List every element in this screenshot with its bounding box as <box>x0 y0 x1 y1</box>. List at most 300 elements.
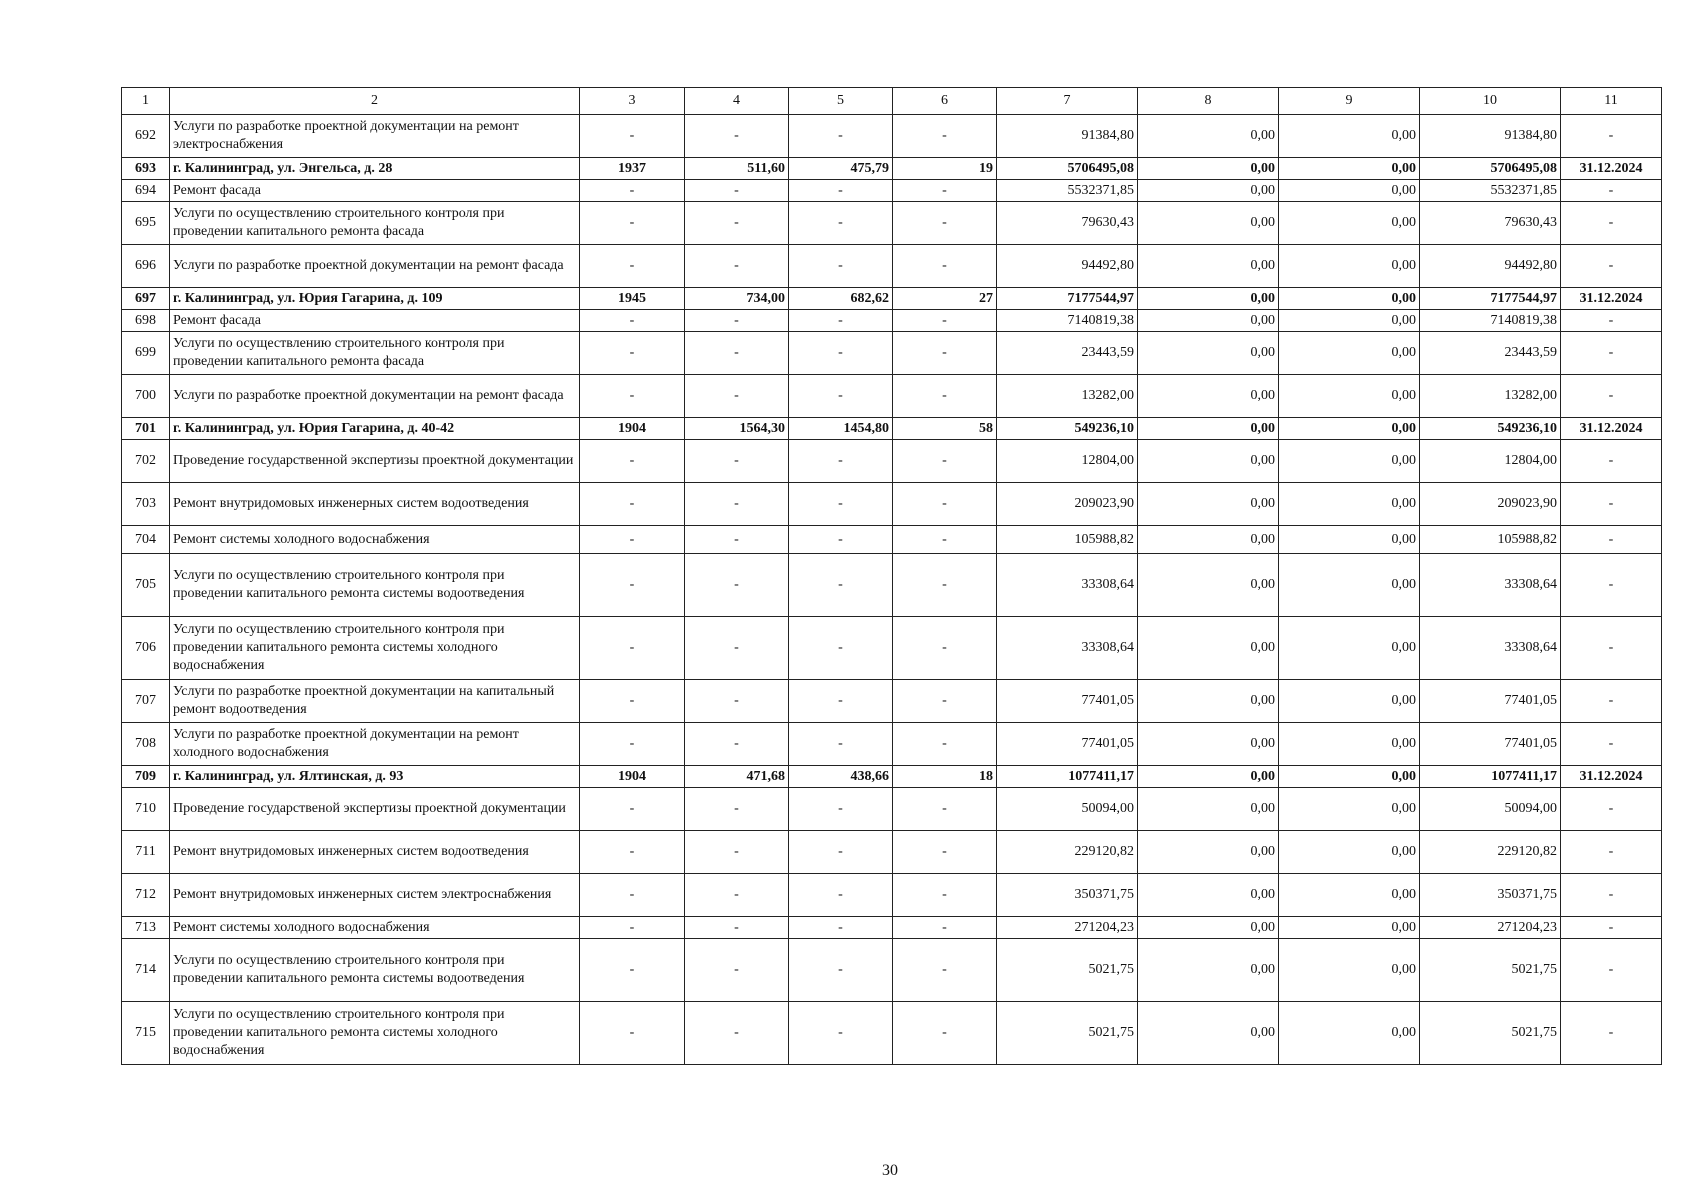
description-cell: г. Калининград, ул. Ялтинская, д. 93 <box>170 766 580 788</box>
value-cell-c3: - <box>580 680 685 723</box>
row-number-cell: 699 <box>122 332 170 375</box>
value-cell-c7: 350371,75 <box>997 874 1138 917</box>
value-cell-c3: - <box>580 180 685 202</box>
value-cell-c11: - <box>1561 332 1662 375</box>
value-cell-c7: 13282,00 <box>997 375 1138 418</box>
value-cell-c10: 33308,64 <box>1420 554 1561 617</box>
value-cell-c4: - <box>685 1002 789 1065</box>
value-cell-c9: 0,00 <box>1279 310 1420 332</box>
description-cell: Услуги по осуществлению строительного контроля при проведении капитального ремонта системы холодного водоснабжения <box>170 617 580 680</box>
table-row <box>122 723 1662 766</box>
table-row <box>122 245 1662 288</box>
value-cell-c8: 0,00 <box>1138 483 1279 526</box>
table-row <box>122 310 1662 332</box>
value-cell-c6: - <box>893 526 997 554</box>
value-cell-c11: - <box>1561 440 1662 483</box>
value-cell-c8: 0,00 <box>1138 202 1279 245</box>
value-cell-c3: - <box>580 202 685 245</box>
value-cell-c3: - <box>580 554 685 617</box>
value-cell-c11: - <box>1561 554 1662 617</box>
value-cell-c6: 19 <box>893 158 997 180</box>
table-row <box>122 288 1662 310</box>
value-cell-c7: 33308,64 <box>997 617 1138 680</box>
table-row <box>122 788 1662 831</box>
value-cell-c9: 0,00 <box>1279 917 1420 939</box>
value-cell-c6: - <box>893 723 997 766</box>
value-cell-c4: - <box>685 554 789 617</box>
value-cell-c3: - <box>580 440 685 483</box>
row-number-cell: 704 <box>122 526 170 554</box>
value-cell-c7: 77401,05 <box>997 723 1138 766</box>
value-cell-c5: - <box>789 617 893 680</box>
value-cell-c11: - <box>1561 788 1662 831</box>
row-number-cell: 692 <box>122 115 170 158</box>
value-cell-c3: - <box>580 1002 685 1065</box>
value-cell-c9: 0,00 <box>1279 332 1420 375</box>
value-cell-c3: - <box>580 332 685 375</box>
table-row <box>122 917 1662 939</box>
value-cell-c7: 7177544,97 <box>997 288 1138 310</box>
value-cell-c11: - <box>1561 483 1662 526</box>
value-cell-c7: 33308,64 <box>997 554 1138 617</box>
row-number-cell: 702 <box>122 440 170 483</box>
value-cell-c9: 0,00 <box>1279 680 1420 723</box>
value-cell-c9: 0,00 <box>1279 554 1420 617</box>
value-cell-c3: - <box>580 245 685 288</box>
value-cell-c6: - <box>893 1002 997 1065</box>
value-cell-c7: 79630,43 <box>997 202 1138 245</box>
value-cell-c3: - <box>580 375 685 418</box>
value-cell-c8: 0,00 <box>1138 766 1279 788</box>
value-cell-c5: - <box>789 917 893 939</box>
table-row <box>122 202 1662 245</box>
row-number-cell: 694 <box>122 180 170 202</box>
row-number-cell: 698 <box>122 310 170 332</box>
value-cell-c3: - <box>580 526 685 554</box>
value-cell-c3: - <box>580 788 685 831</box>
value-cell-c5: - <box>789 483 893 526</box>
value-cell-c4: - <box>685 917 789 939</box>
value-cell-c10: 7177544,97 <box>1420 288 1561 310</box>
header-cell: 9 <box>1279 88 1420 115</box>
value-cell-c8: 0,00 <box>1138 288 1279 310</box>
description-cell: Услуги по осуществлению строительного контроля при проведении капитального ремонта фасада <box>170 332 580 375</box>
value-cell-c5: - <box>789 440 893 483</box>
value-cell-c4: 734,00 <box>685 288 789 310</box>
table-row <box>122 375 1662 418</box>
value-cell-c6: - <box>893 680 997 723</box>
value-cell-c8: 0,00 <box>1138 917 1279 939</box>
value-cell-c7: 229120,82 <box>997 831 1138 874</box>
description-cell: Проведение государственой экспертизы проектной документации <box>170 788 580 831</box>
value-cell-c10: 5706495,08 <box>1420 158 1561 180</box>
value-cell-c4: - <box>685 440 789 483</box>
value-cell-c5: - <box>789 202 893 245</box>
value-cell-c5: - <box>789 554 893 617</box>
value-cell-c8: 0,00 <box>1138 526 1279 554</box>
value-cell-c6: - <box>893 440 997 483</box>
table-row <box>122 766 1662 788</box>
value-cell-c7: 209023,90 <box>997 483 1138 526</box>
value-cell-c11: - <box>1561 245 1662 288</box>
value-cell-c9: 0,00 <box>1279 288 1420 310</box>
value-cell-c3: - <box>580 917 685 939</box>
value-cell-c10: 350371,75 <box>1420 874 1561 917</box>
header-cell: 3 <box>580 88 685 115</box>
table-row <box>122 158 1662 180</box>
description-cell: Ремонт внутридомовых инженерных систем водоотведения <box>170 831 580 874</box>
row-number-cell: 714 <box>122 939 170 1002</box>
value-cell-c10: 77401,05 <box>1420 680 1561 723</box>
repair-program-table <box>121 87 1662 1065</box>
value-cell-c10: 33308,64 <box>1420 617 1561 680</box>
value-cell-c10: 7140819,38 <box>1420 310 1561 332</box>
value-cell-c7: 105988,82 <box>997 526 1138 554</box>
value-cell-c4: - <box>685 115 789 158</box>
value-cell-c7: 12804,00 <box>997 440 1138 483</box>
value-cell-c8: 0,00 <box>1138 245 1279 288</box>
value-cell-c7: 271204,23 <box>997 917 1138 939</box>
header-cell: 5 <box>789 88 893 115</box>
value-cell-c5: 682,62 <box>789 288 893 310</box>
header-cell: 10 <box>1420 88 1561 115</box>
value-cell-c7: 5021,75 <box>997 1002 1138 1065</box>
value-cell-c7: 77401,05 <box>997 680 1138 723</box>
table-row <box>122 180 1662 202</box>
row-number-cell: 712 <box>122 874 170 917</box>
value-cell-c6: - <box>893 831 997 874</box>
value-cell-c5: - <box>789 874 893 917</box>
value-cell-c10: 94492,80 <box>1420 245 1561 288</box>
row-number-cell: 700 <box>122 375 170 418</box>
value-cell-c8: 0,00 <box>1138 554 1279 617</box>
row-number-cell: 708 <box>122 723 170 766</box>
value-cell-c11: - <box>1561 1002 1662 1065</box>
value-cell-c6: - <box>893 115 997 158</box>
value-cell-c6: - <box>893 310 997 332</box>
value-cell-c3: 1904 <box>580 418 685 440</box>
value-cell-c10: 23443,59 <box>1420 332 1561 375</box>
table-row <box>122 115 1662 158</box>
row-number-cell: 713 <box>122 917 170 939</box>
value-cell-c7: 50094,00 <box>997 788 1138 831</box>
value-cell-c10: 549236,10 <box>1420 418 1561 440</box>
value-cell-c8: 0,00 <box>1138 1002 1279 1065</box>
value-cell-c10: 13282,00 <box>1420 375 1561 418</box>
value-cell-c10: 12804,00 <box>1420 440 1561 483</box>
table-row <box>122 831 1662 874</box>
value-cell-c5: - <box>789 831 893 874</box>
description-cell: Услуги по осуществлению строительного контроля при проведении капитального ремонта системы водоотведения <box>170 554 580 617</box>
description-cell: Услуги по разработке проектной документации на капитальный ремонт водоотведения <box>170 680 580 723</box>
value-cell-c5: - <box>789 245 893 288</box>
table-row <box>122 418 1662 440</box>
value-cell-c11: - <box>1561 723 1662 766</box>
value-cell-c5: - <box>789 680 893 723</box>
value-cell-c6: - <box>893 939 997 1002</box>
header-cell: 2 <box>170 88 580 115</box>
value-cell-c4: - <box>685 831 789 874</box>
value-cell-c3: - <box>580 939 685 1002</box>
description-cell: Услуги по разработке проектной документации на ремонт фасада <box>170 245 580 288</box>
value-cell-c7: 5021,75 <box>997 939 1138 1002</box>
description-cell: Ремонт внутридомовых инженерных систем водоотведения <box>170 483 580 526</box>
table-row <box>122 440 1662 483</box>
value-cell-c10: 5021,75 <box>1420 939 1561 1002</box>
value-cell-c10: 271204,23 <box>1420 917 1561 939</box>
value-cell-c7: 91384,80 <box>997 115 1138 158</box>
value-cell-c8: 0,00 <box>1138 332 1279 375</box>
row-number-cell: 701 <box>122 418 170 440</box>
value-cell-c6: - <box>893 617 997 680</box>
value-cell-c8: 0,00 <box>1138 310 1279 332</box>
value-cell-c5: 475,79 <box>789 158 893 180</box>
row-number-cell: 711 <box>122 831 170 874</box>
value-cell-c8: 0,00 <box>1138 617 1279 680</box>
value-cell-c11: - <box>1561 680 1662 723</box>
value-cell-c8: 0,00 <box>1138 723 1279 766</box>
value-cell-c8: 0,00 <box>1138 831 1279 874</box>
value-cell-c8: 0,00 <box>1138 440 1279 483</box>
value-cell-c11: - <box>1561 874 1662 917</box>
value-cell-c4: - <box>685 617 789 680</box>
value-cell-c11: 31.12.2024 <box>1561 766 1662 788</box>
value-cell-c8: 0,00 <box>1138 418 1279 440</box>
table-row <box>122 617 1662 680</box>
value-cell-c5: 1454,80 <box>789 418 893 440</box>
value-cell-c9: 0,00 <box>1279 874 1420 917</box>
value-cell-c9: 0,00 <box>1279 939 1420 1002</box>
value-cell-c9: 0,00 <box>1279 245 1420 288</box>
value-cell-c6: - <box>893 332 997 375</box>
value-cell-c8: 0,00 <box>1138 375 1279 418</box>
value-cell-c6: - <box>893 202 997 245</box>
value-cell-c10: 105988,82 <box>1420 526 1561 554</box>
value-cell-c5: - <box>789 115 893 158</box>
table-row <box>122 554 1662 617</box>
value-cell-c11: - <box>1561 202 1662 245</box>
row-number-cell: 715 <box>122 1002 170 1065</box>
value-cell-c7: 5532371,85 <box>997 180 1138 202</box>
value-cell-c9: 0,00 <box>1279 440 1420 483</box>
value-cell-c9: 0,00 <box>1279 158 1420 180</box>
value-cell-c8: 0,00 <box>1138 788 1279 831</box>
row-number-cell: 693 <box>122 158 170 180</box>
value-cell-c7: 549236,10 <box>997 418 1138 440</box>
value-cell-c10: 229120,82 <box>1420 831 1561 874</box>
value-cell-c11: 31.12.2024 <box>1561 158 1662 180</box>
value-cell-c4: - <box>685 483 789 526</box>
value-cell-c11: - <box>1561 831 1662 874</box>
value-cell-c5: - <box>789 332 893 375</box>
description-cell: г. Калининград, ул. Юрия Гагарина, д. 109 <box>170 288 580 310</box>
header-cell: 4 <box>685 88 789 115</box>
description-cell: Услуги по осуществлению строительного контроля при проведении капитального ремонта системы холодного водоснабжения <box>170 1002 580 1065</box>
description-cell: Услуги по разработке проектной документации на ремонт электроснабжения <box>170 115 580 158</box>
table-row <box>122 680 1662 723</box>
description-cell: Услуги по осуществлению строительного контроля при проведении капитального ремонта системы водоотведения <box>170 939 580 1002</box>
value-cell-c7: 1077411,17 <box>997 766 1138 788</box>
value-cell-c5: - <box>789 723 893 766</box>
value-cell-c8: 0,00 <box>1138 874 1279 917</box>
value-cell-c11: - <box>1561 310 1662 332</box>
value-cell-c5: 438,66 <box>789 766 893 788</box>
value-cell-c5: - <box>789 310 893 332</box>
row-number-cell: 696 <box>122 245 170 288</box>
value-cell-c8: 0,00 <box>1138 158 1279 180</box>
page-number: 30 <box>882 1162 898 1179</box>
description-cell: Ремонт системы холодного водоснабжения <box>170 917 580 939</box>
value-cell-c9: 0,00 <box>1279 723 1420 766</box>
value-cell-c9: 0,00 <box>1279 526 1420 554</box>
value-cell-c4: - <box>685 788 789 831</box>
value-cell-c7: 23443,59 <box>997 332 1138 375</box>
value-cell-c3: 1904 <box>580 766 685 788</box>
table-row <box>122 1002 1662 1065</box>
row-number-cell: 707 <box>122 680 170 723</box>
value-cell-c8: 0,00 <box>1138 115 1279 158</box>
value-cell-c10: 1077411,17 <box>1420 766 1561 788</box>
description-cell: Услуги по разработке проектной документации на ремонт холодного водоснабжения <box>170 723 580 766</box>
header-cell: 11 <box>1561 88 1662 115</box>
description-cell: г. Калининград, ул. Юрия Гагарина, д. 40-42 <box>170 418 580 440</box>
value-cell-c4: - <box>685 723 789 766</box>
value-cell-c6: 27 <box>893 288 997 310</box>
value-cell-c9: 0,00 <box>1279 788 1420 831</box>
value-cell-c10: 5532371,85 <box>1420 180 1561 202</box>
value-cell-c4: - <box>685 310 789 332</box>
value-cell-c4: - <box>685 680 789 723</box>
value-cell-c4: - <box>685 202 789 245</box>
value-cell-c3: - <box>580 617 685 680</box>
value-cell-c5: - <box>789 526 893 554</box>
header-cell: 1 <box>122 88 170 115</box>
value-cell-c3: - <box>580 874 685 917</box>
value-cell-c3: - <box>580 831 685 874</box>
table-row <box>122 526 1662 554</box>
value-cell-c9: 0,00 <box>1279 483 1420 526</box>
value-cell-c9: 0,00 <box>1279 617 1420 680</box>
table-row <box>122 483 1662 526</box>
value-cell-c11: - <box>1561 917 1662 939</box>
value-cell-c5: - <box>789 180 893 202</box>
value-cell-c8: 0,00 <box>1138 680 1279 723</box>
table-row <box>122 939 1662 1002</box>
value-cell-c10: 209023,90 <box>1420 483 1561 526</box>
value-cell-c11: - <box>1561 526 1662 554</box>
value-cell-c9: 0,00 <box>1279 115 1420 158</box>
value-cell-c11: 31.12.2024 <box>1561 288 1662 310</box>
value-cell-c11: - <box>1561 617 1662 680</box>
value-cell-c10: 91384,80 <box>1420 115 1561 158</box>
row-number-cell: 710 <box>122 788 170 831</box>
table-body <box>122 88 1662 1065</box>
value-cell-c9: 0,00 <box>1279 418 1420 440</box>
description-cell: г. Калининград, ул. Энгельса, д. 28 <box>170 158 580 180</box>
value-cell-c11: - <box>1561 180 1662 202</box>
value-cell-c8: 0,00 <box>1138 939 1279 1002</box>
value-cell-c3: - <box>580 723 685 766</box>
row-number-cell: 697 <box>122 288 170 310</box>
value-cell-c4: 511,60 <box>685 158 789 180</box>
value-cell-c6: - <box>893 554 997 617</box>
value-cell-c7: 7140819,38 <box>997 310 1138 332</box>
column-number-header-row <box>122 88 1662 115</box>
value-cell-c4: - <box>685 526 789 554</box>
description-cell: Услуги по разработке проектной документации на ремонт фасада <box>170 375 580 418</box>
table-row <box>122 874 1662 917</box>
value-cell-c10: 77401,05 <box>1420 723 1561 766</box>
description-cell: Услуги по осуществлению строительного контроля при проведении капитального ремонта фасада <box>170 202 580 245</box>
value-cell-c5: - <box>789 1002 893 1065</box>
value-cell-c3: 1937 <box>580 158 685 180</box>
value-cell-c9: 0,00 <box>1279 831 1420 874</box>
row-number-cell: 709 <box>122 766 170 788</box>
value-cell-c11: - <box>1561 375 1662 418</box>
description-cell: Ремонт фасада <box>170 180 580 202</box>
value-cell-c4: - <box>685 245 789 288</box>
value-cell-c6: - <box>893 245 997 288</box>
value-cell-c4: - <box>685 874 789 917</box>
value-cell-c6: 58 <box>893 418 997 440</box>
description-cell: Ремонт внутридомовых инженерных систем электроснабжения <box>170 874 580 917</box>
value-cell-c4: - <box>685 180 789 202</box>
value-cell-c6: - <box>893 917 997 939</box>
value-cell-c4: 471,68 <box>685 766 789 788</box>
value-cell-c4: - <box>685 375 789 418</box>
header-cell: 8 <box>1138 88 1279 115</box>
value-cell-c3: - <box>580 483 685 526</box>
value-cell-c9: 0,00 <box>1279 180 1420 202</box>
value-cell-c11: - <box>1561 115 1662 158</box>
header-cell: 7 <box>997 88 1138 115</box>
value-cell-c6: - <box>893 375 997 418</box>
value-cell-c6: - <box>893 483 997 526</box>
value-cell-c7: 5706495,08 <box>997 158 1138 180</box>
row-number-cell: 705 <box>122 554 170 617</box>
value-cell-c9: 0,00 <box>1279 375 1420 418</box>
description-cell: Ремонт системы холодного водоснабжения <box>170 526 580 554</box>
value-cell-c6: - <box>893 788 997 831</box>
value-cell-c9: 0,00 <box>1279 202 1420 245</box>
value-cell-c4: 1564,30 <box>685 418 789 440</box>
value-cell-c6: - <box>893 874 997 917</box>
description-cell: Проведение государственной экспертизы проектной документации <box>170 440 580 483</box>
value-cell-c9: 0,00 <box>1279 1002 1420 1065</box>
value-cell-c11: 31.12.2024 <box>1561 418 1662 440</box>
row-number-cell: 706 <box>122 617 170 680</box>
value-cell-c3: - <box>580 310 685 332</box>
value-cell-c6: 18 <box>893 766 997 788</box>
value-cell-c4: - <box>685 332 789 375</box>
value-cell-c10: 79630,43 <box>1420 202 1561 245</box>
value-cell-c4: - <box>685 939 789 1002</box>
value-cell-c5: - <box>789 788 893 831</box>
value-cell-c3: - <box>580 115 685 158</box>
value-cell-c11: - <box>1561 939 1662 1002</box>
value-cell-c8: 0,00 <box>1138 180 1279 202</box>
value-cell-c9: 0,00 <box>1279 766 1420 788</box>
value-cell-c10: 5021,75 <box>1420 1002 1561 1065</box>
description-cell: Ремонт фасада <box>170 310 580 332</box>
value-cell-c7: 94492,80 <box>997 245 1138 288</box>
row-number-cell: 703 <box>122 483 170 526</box>
value-cell-c5: - <box>789 939 893 1002</box>
header-cell: 6 <box>893 88 997 115</box>
value-cell-c3: 1945 <box>580 288 685 310</box>
table-row <box>122 332 1662 375</box>
value-cell-c5: - <box>789 375 893 418</box>
